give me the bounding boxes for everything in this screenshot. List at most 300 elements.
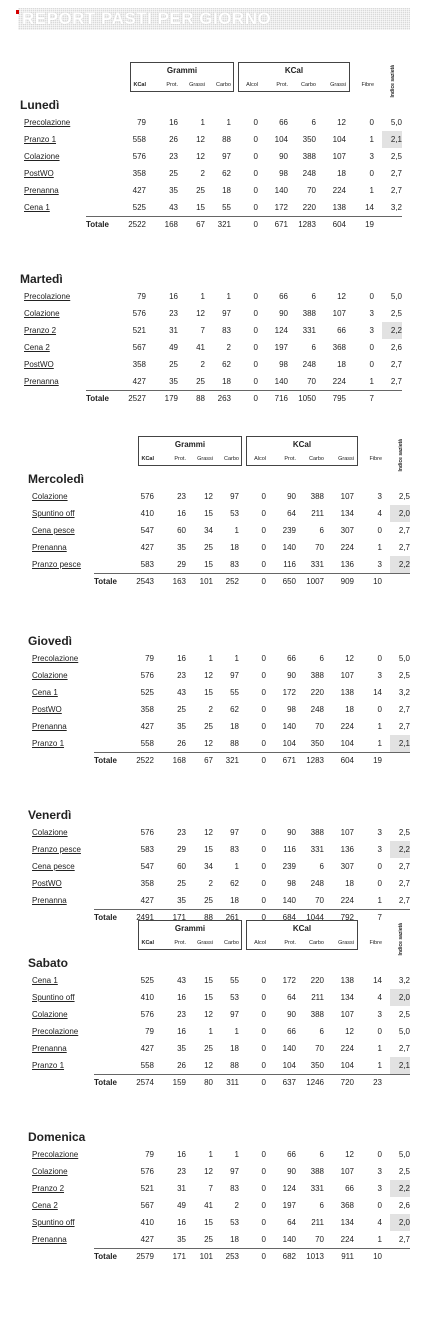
total-label: Totale	[86, 394, 109, 403]
value-cell: 35	[177, 543, 186, 552]
value-cell: 0	[261, 688, 266, 697]
value-cell: 55	[230, 976, 239, 985]
value-cell: 29	[177, 560, 186, 569]
value-cell: 18	[222, 377, 231, 386]
value-cell: 98	[279, 360, 288, 369]
value-cell: 107	[340, 671, 354, 680]
value-cell: 3	[369, 326, 374, 335]
value-cell: 53	[230, 1218, 239, 1227]
meal-link[interactable]: Precolazione	[32, 1150, 79, 1159]
satiety-index-cell: 2,5	[390, 309, 402, 318]
value-cell: 12	[337, 292, 346, 301]
value-cell: 12	[204, 828, 213, 837]
meal-link[interactable]: Pranzo 1	[24, 135, 57, 144]
total-value-cell: 67	[196, 220, 205, 229]
value-cell: 0	[253, 186, 258, 195]
value-cell: 0	[377, 1150, 382, 1159]
value-cell: 43	[177, 976, 186, 985]
meal-link[interactable]: Pranzo 2	[24, 326, 57, 335]
value-cell: 220	[302, 203, 316, 212]
value-cell: 97	[230, 1010, 239, 1019]
value-cell: 31	[169, 326, 178, 335]
meal-link[interactable]: Pranzo 1	[32, 1061, 65, 1070]
value-cell: 368	[340, 1201, 354, 1210]
total-value-cell: 171	[172, 1252, 186, 1261]
value-cell: 83	[222, 326, 231, 335]
value-cell: 427	[140, 543, 154, 552]
value-cell: 172	[274, 203, 288, 212]
value-cell: 41	[196, 343, 205, 352]
value-cell: 104	[332, 135, 346, 144]
value-cell: 49	[169, 343, 178, 352]
value-cell: 23	[177, 828, 186, 837]
value-cell: 104	[282, 739, 296, 748]
carbo-column-label: Carbo	[224, 456, 239, 462]
value-cell: 1	[377, 739, 382, 748]
value-cell: 0	[261, 1061, 266, 1070]
meal-link[interactable]: Colazione	[32, 671, 68, 680]
satiety-index-cell: 2,7	[398, 722, 410, 731]
meal-link[interactable]: Cena 2	[24, 343, 50, 352]
meal-link[interactable]: PostWO	[32, 879, 62, 888]
value-cell: 6	[319, 526, 324, 535]
total-value-cell: 0	[261, 756, 266, 765]
value-cell: 388	[310, 1167, 324, 1176]
value-cell: 0	[261, 654, 266, 663]
total-value-cell: 2579	[136, 1252, 154, 1261]
day-section	[28, 920, 410, 1091]
value-cell: 307	[340, 862, 354, 871]
value-cell: 525	[132, 203, 146, 212]
satiety-index-cell: 5,0	[398, 1150, 410, 1159]
value-cell: 0	[369, 292, 374, 301]
value-cell: 55	[222, 203, 231, 212]
meal-row	[28, 989, 410, 1006]
total-value-cell: 10	[373, 1252, 382, 1261]
satiety-index-cell: 5,0	[398, 1027, 410, 1036]
value-cell: 15	[204, 976, 213, 985]
value-cell: 567	[140, 1201, 154, 1210]
grammi-label: Grammi	[174, 924, 206, 933]
value-cell: 0	[369, 118, 374, 127]
grammi-label: Grammi	[174, 440, 206, 449]
value-cell: 1	[234, 862, 239, 871]
value-cell: 3	[377, 1167, 382, 1176]
total-label: Totale	[94, 756, 117, 765]
value-cell: 25	[196, 377, 205, 386]
value-cell: 88	[230, 739, 239, 748]
value-cell: 388	[310, 828, 324, 837]
value-cell: 136	[340, 845, 354, 854]
value-cell: 3	[369, 309, 374, 318]
satiety-index-cell: 2,1	[390, 735, 410, 752]
value-cell: 15	[204, 560, 213, 569]
total-row	[94, 752, 410, 769]
grassi-kcal-column-label: Grassi	[330, 82, 346, 88]
day-section	[28, 436, 410, 590]
value-cell: 1	[377, 896, 382, 905]
meal-link[interactable]: Spuntino off	[32, 1218, 75, 1227]
value-cell: 558	[140, 739, 154, 748]
satiety-index-cell: 2,2	[390, 1180, 410, 1197]
day-section	[28, 632, 410, 769]
value-cell: 0	[261, 862, 266, 871]
value-cell: 70	[315, 1235, 324, 1244]
value-cell: 43	[169, 203, 178, 212]
value-cell: 2	[226, 343, 231, 352]
meal-link[interactable]: Pranzo 2	[32, 1184, 65, 1193]
value-cell: 0	[261, 492, 266, 501]
value-cell: 66	[287, 1150, 296, 1159]
value-cell: 2	[234, 1201, 239, 1210]
value-cell: 410	[140, 1218, 154, 1227]
value-cell: 0	[369, 360, 374, 369]
value-cell: 0	[261, 828, 266, 837]
total-value-cell: 1013	[306, 1252, 324, 1261]
value-cell: 211	[311, 509, 324, 518]
value-cell: 16	[169, 118, 178, 127]
total-value-cell: 2543	[136, 577, 154, 586]
value-cell: 64	[287, 509, 296, 518]
value-cell: 0	[261, 705, 266, 714]
total-value-cell: 88	[196, 394, 205, 403]
value-cell: 107	[332, 309, 346, 318]
value-cell: 6	[319, 862, 324, 871]
value-cell: 0	[261, 671, 266, 680]
meal-row	[28, 1214, 410, 1231]
value-cell: 79	[137, 118, 146, 127]
value-cell: 18	[337, 169, 346, 178]
value-cell: 1	[377, 1044, 382, 1053]
value-cell: 0	[253, 169, 258, 178]
prot-kcal-column-label: Prot.	[284, 940, 296, 946]
meal-link[interactable]: Cena 1	[24, 203, 50, 212]
meal-link[interactable]: Pranzo 1	[32, 739, 65, 748]
value-cell: 211	[311, 1218, 324, 1227]
satiety-index-cell: 2,7	[390, 169, 402, 178]
total-value-cell: 795	[332, 394, 346, 403]
value-cell: 98	[287, 879, 296, 888]
day-title: Sabato	[28, 956, 69, 970]
value-cell: 104	[282, 1061, 296, 1070]
total-value-cell: 2522	[128, 220, 146, 229]
value-cell: 66	[337, 326, 346, 335]
total-value-cell: 171	[172, 913, 186, 922]
meal-row	[20, 356, 402, 373]
value-cell: 6	[319, 654, 324, 663]
meal-link[interactable]: Colazione	[32, 1010, 68, 1019]
value-cell: 29	[177, 845, 186, 854]
total-value-cell: 909	[340, 577, 354, 586]
value-cell: 388	[302, 309, 316, 318]
value-cell: 2	[208, 879, 213, 888]
total-value-cell: 604	[340, 756, 354, 765]
total-value-cell: 684	[282, 913, 296, 922]
meal-link[interactable]: Pranzo pesce	[32, 845, 81, 854]
value-cell: 18	[230, 543, 239, 552]
value-cell: 350	[302, 135, 316, 144]
value-cell: 1	[377, 543, 382, 552]
total-label: Totale	[86, 220, 109, 229]
value-cell: 0	[261, 896, 266, 905]
value-cell: 16	[177, 993, 186, 1002]
satiety-index-cell: 2,7	[398, 705, 410, 714]
value-cell: 0	[261, 526, 266, 535]
meal-row	[28, 1006, 410, 1023]
meal-link[interactable]: Cena 1	[32, 976, 58, 985]
value-cell: 97	[230, 828, 239, 837]
value-cell: 0	[261, 1218, 266, 1227]
value-cell: 79	[145, 1150, 154, 1159]
meal-link[interactable]: Pranzo pesce	[32, 560, 81, 569]
value-cell: 1	[208, 1027, 213, 1036]
value-cell: 18	[345, 705, 354, 714]
value-cell: 224	[332, 186, 346, 195]
value-cell: 0	[377, 879, 382, 888]
satiety-index-cell: 3,2	[390, 203, 402, 212]
total-value-cell: 163	[172, 577, 186, 586]
value-cell: 1	[369, 377, 374, 386]
value-cell: 14	[365, 203, 374, 212]
meal-link[interactable]: Spuntino off	[32, 993, 75, 1002]
satiety-index-cell: 2,7	[398, 1044, 410, 1053]
satiety-index-cell: 5,0	[398, 654, 410, 663]
value-cell: 0	[253, 118, 258, 127]
value-cell: 62	[230, 879, 239, 888]
value-cell: 0	[253, 377, 258, 386]
value-cell: 16	[177, 1027, 186, 1036]
satiety-index-cell: 3,2	[398, 688, 410, 697]
meal-link[interactable]: Spuntino off	[32, 509, 75, 518]
value-cell: 90	[287, 828, 296, 837]
total-value-cell: 650	[282, 577, 296, 586]
kcal-group-label: KCal	[284, 66, 304, 75]
fibre-column-label: Fibre	[369, 940, 382, 946]
value-cell: 0	[261, 509, 266, 518]
meal-row	[28, 858, 410, 875]
total-row	[94, 1248, 410, 1265]
value-cell: 211	[311, 993, 324, 1002]
meal-row	[28, 1163, 410, 1180]
meal-link[interactable]: Prenanna	[24, 186, 59, 195]
value-cell: 66	[287, 654, 296, 663]
value-cell: 1	[369, 135, 374, 144]
meal-link[interactable]: Precolazione	[24, 118, 71, 127]
value-cell: 0	[261, 993, 266, 1002]
meal-row	[20, 148, 402, 165]
total-value-cell: 0	[253, 220, 258, 229]
meal-row	[28, 701, 410, 718]
meal-link[interactable]: Prenanna	[32, 543, 67, 552]
value-cell: 410	[140, 509, 154, 518]
value-cell: 3	[377, 492, 382, 501]
meal-link[interactable]: Colazione	[32, 1167, 68, 1176]
value-cell: 172	[282, 976, 296, 985]
value-cell: 0	[369, 169, 374, 178]
satiety-index-cell: 2,7	[390, 360, 402, 369]
carbo-kcal-column-label: Carbo	[309, 456, 324, 462]
total-value-cell: 671	[282, 756, 296, 765]
value-cell: 248	[302, 169, 316, 178]
value-cell: 427	[132, 186, 146, 195]
value-cell: 66	[279, 292, 288, 301]
value-cell: 358	[132, 169, 146, 178]
value-cell: 12	[345, 654, 354, 663]
value-cell: 0	[253, 152, 258, 161]
total-value-cell: 80	[204, 1078, 213, 1087]
satiety-index-cell: 2,5	[390, 152, 402, 161]
value-cell: 6	[311, 118, 316, 127]
satiety-index-cell: 2,5	[398, 1010, 410, 1019]
satiety-index-cell: 2,5	[398, 1167, 410, 1176]
total-value-cell: 1283	[298, 220, 316, 229]
total-value-cell: 311	[226, 1078, 239, 1087]
meal-link[interactable]: Prenanna	[32, 896, 67, 905]
value-cell: 6	[311, 343, 316, 352]
value-cell: 140	[274, 186, 288, 195]
value-cell: 104	[340, 1061, 354, 1070]
meal-link[interactable]: Prenanna	[24, 377, 59, 386]
satiety-index-cell: 2,7	[398, 543, 410, 552]
meal-row	[20, 199, 402, 216]
meal-link[interactable]: Precolazione	[24, 292, 71, 301]
value-cell: 0	[261, 845, 266, 854]
total-label: Totale	[94, 1078, 117, 1087]
satiety-index-cell: 2,0	[390, 505, 410, 522]
meal-link[interactable]: Cena pesce	[32, 862, 75, 871]
total-value-cell: 252	[225, 577, 239, 586]
prot-column-label: Prot.	[174, 940, 186, 946]
meal-row	[28, 972, 410, 989]
red-marker-icon	[16, 10, 19, 14]
total-value-cell: 2522	[136, 756, 154, 765]
value-cell: 525	[140, 688, 154, 697]
meal-row	[28, 522, 410, 539]
meal-link[interactable]: Precolazione	[32, 654, 79, 663]
grassi-kcal-column-label: Grassi	[338, 940, 354, 946]
value-cell: 521	[132, 326, 146, 335]
value-cell: 525	[140, 976, 154, 985]
day-title: Domenica	[28, 1130, 86, 1144]
value-cell: 12	[337, 118, 346, 127]
meal-link[interactable]: Colazione	[24, 152, 60, 161]
value-cell: 60	[177, 862, 186, 871]
value-cell: 358	[140, 705, 154, 714]
total-value-cell: 10	[373, 577, 382, 586]
value-cell: 547	[140, 526, 154, 535]
value-cell: 3	[377, 845, 382, 854]
value-cell: 66	[345, 1184, 354, 1193]
indice-sazieta-label: Indice sazietà	[398, 923, 404, 956]
value-cell: 0	[261, 1201, 266, 1210]
value-cell: 16	[169, 292, 178, 301]
value-cell: 1	[200, 118, 205, 127]
value-cell: 0	[261, 1010, 266, 1019]
value-cell: 23	[169, 309, 178, 318]
value-cell: 90	[287, 671, 296, 680]
value-cell: 3	[377, 1184, 382, 1193]
meal-link[interactable]: Prenanna	[32, 1235, 67, 1244]
total-value-cell: 637	[282, 1078, 296, 1087]
meal-link[interactable]: Cena pesce	[32, 526, 75, 535]
value-cell: 576	[140, 492, 154, 501]
value-cell: 1	[234, 526, 239, 535]
total-value-cell: 19	[365, 220, 374, 229]
value-cell: 25	[204, 722, 213, 731]
value-cell: 0	[261, 543, 266, 552]
total-value-cell: 792	[340, 913, 354, 922]
kcal-column-label: KCal	[141, 456, 154, 462]
value-cell: 427	[140, 1235, 154, 1244]
fibre-column-label: Fibre	[361, 82, 374, 88]
value-cell: 34	[204, 526, 213, 535]
value-cell: 140	[274, 377, 288, 386]
value-cell: 18	[222, 186, 231, 195]
value-cell: 0	[261, 560, 266, 569]
value-cell: 79	[145, 1027, 154, 1036]
satiety-index-cell: 2,7	[398, 526, 410, 535]
total-value-cell: 682	[282, 1252, 296, 1261]
value-cell: 43	[177, 688, 186, 697]
value-cell: 0	[253, 203, 258, 212]
value-cell: 388	[310, 671, 324, 680]
value-cell: 12	[204, 739, 213, 748]
meal-link[interactable]: PostWO	[24, 169, 54, 178]
kcal-column-label: KCal	[141, 940, 154, 946]
value-cell: 2	[200, 360, 205, 369]
satiety-index-cell: 2,6	[398, 1201, 410, 1210]
value-cell: 12	[345, 1027, 354, 1036]
total-value-cell: 67	[204, 756, 213, 765]
value-cell: 331	[310, 560, 324, 569]
meal-link[interactable]: Prenanna	[32, 722, 67, 731]
meal-link[interactable]: Colazione	[32, 828, 68, 837]
meal-link[interactable]: Cena 2	[32, 1201, 58, 1210]
meal-link[interactable]: Prenanna	[32, 1044, 67, 1053]
meal-link[interactable]: Colazione	[24, 309, 60, 318]
value-cell: 0	[261, 1235, 266, 1244]
value-cell: 97	[230, 1167, 239, 1176]
value-cell: 26	[177, 1061, 186, 1070]
value-cell: 427	[140, 722, 154, 731]
total-value-cell: 23	[373, 1078, 382, 1087]
meal-link[interactable]: Precolazione	[32, 1027, 79, 1036]
meal-link[interactable]: Colazione	[32, 492, 68, 501]
value-cell: 3	[377, 828, 382, 837]
value-cell: 41	[204, 1201, 213, 1210]
value-cell: 583	[140, 560, 154, 569]
satiety-index-cell: 2,1	[382, 131, 402, 148]
meal-row	[20, 339, 402, 356]
value-cell: 12	[204, 1010, 213, 1019]
value-cell: 248	[302, 360, 316, 369]
meal-row	[28, 1023, 410, 1040]
value-cell: 0	[253, 135, 258, 144]
meal-link[interactable]: PostWO	[24, 360, 54, 369]
value-cell: 368	[332, 343, 346, 352]
meal-link[interactable]: PostWO	[32, 705, 62, 714]
meal-link[interactable]: Cena 1	[32, 688, 58, 697]
value-cell: 224	[340, 722, 354, 731]
value-cell: 427	[132, 377, 146, 386]
value-cell: 62	[222, 169, 231, 178]
total-value-cell: 0	[253, 394, 258, 403]
satiety-index-cell: 3,2	[398, 976, 410, 985]
meal-row	[28, 1231, 410, 1248]
value-cell: 23	[177, 1167, 186, 1176]
value-cell: 1	[226, 118, 231, 127]
value-cell: 239	[282, 526, 296, 535]
